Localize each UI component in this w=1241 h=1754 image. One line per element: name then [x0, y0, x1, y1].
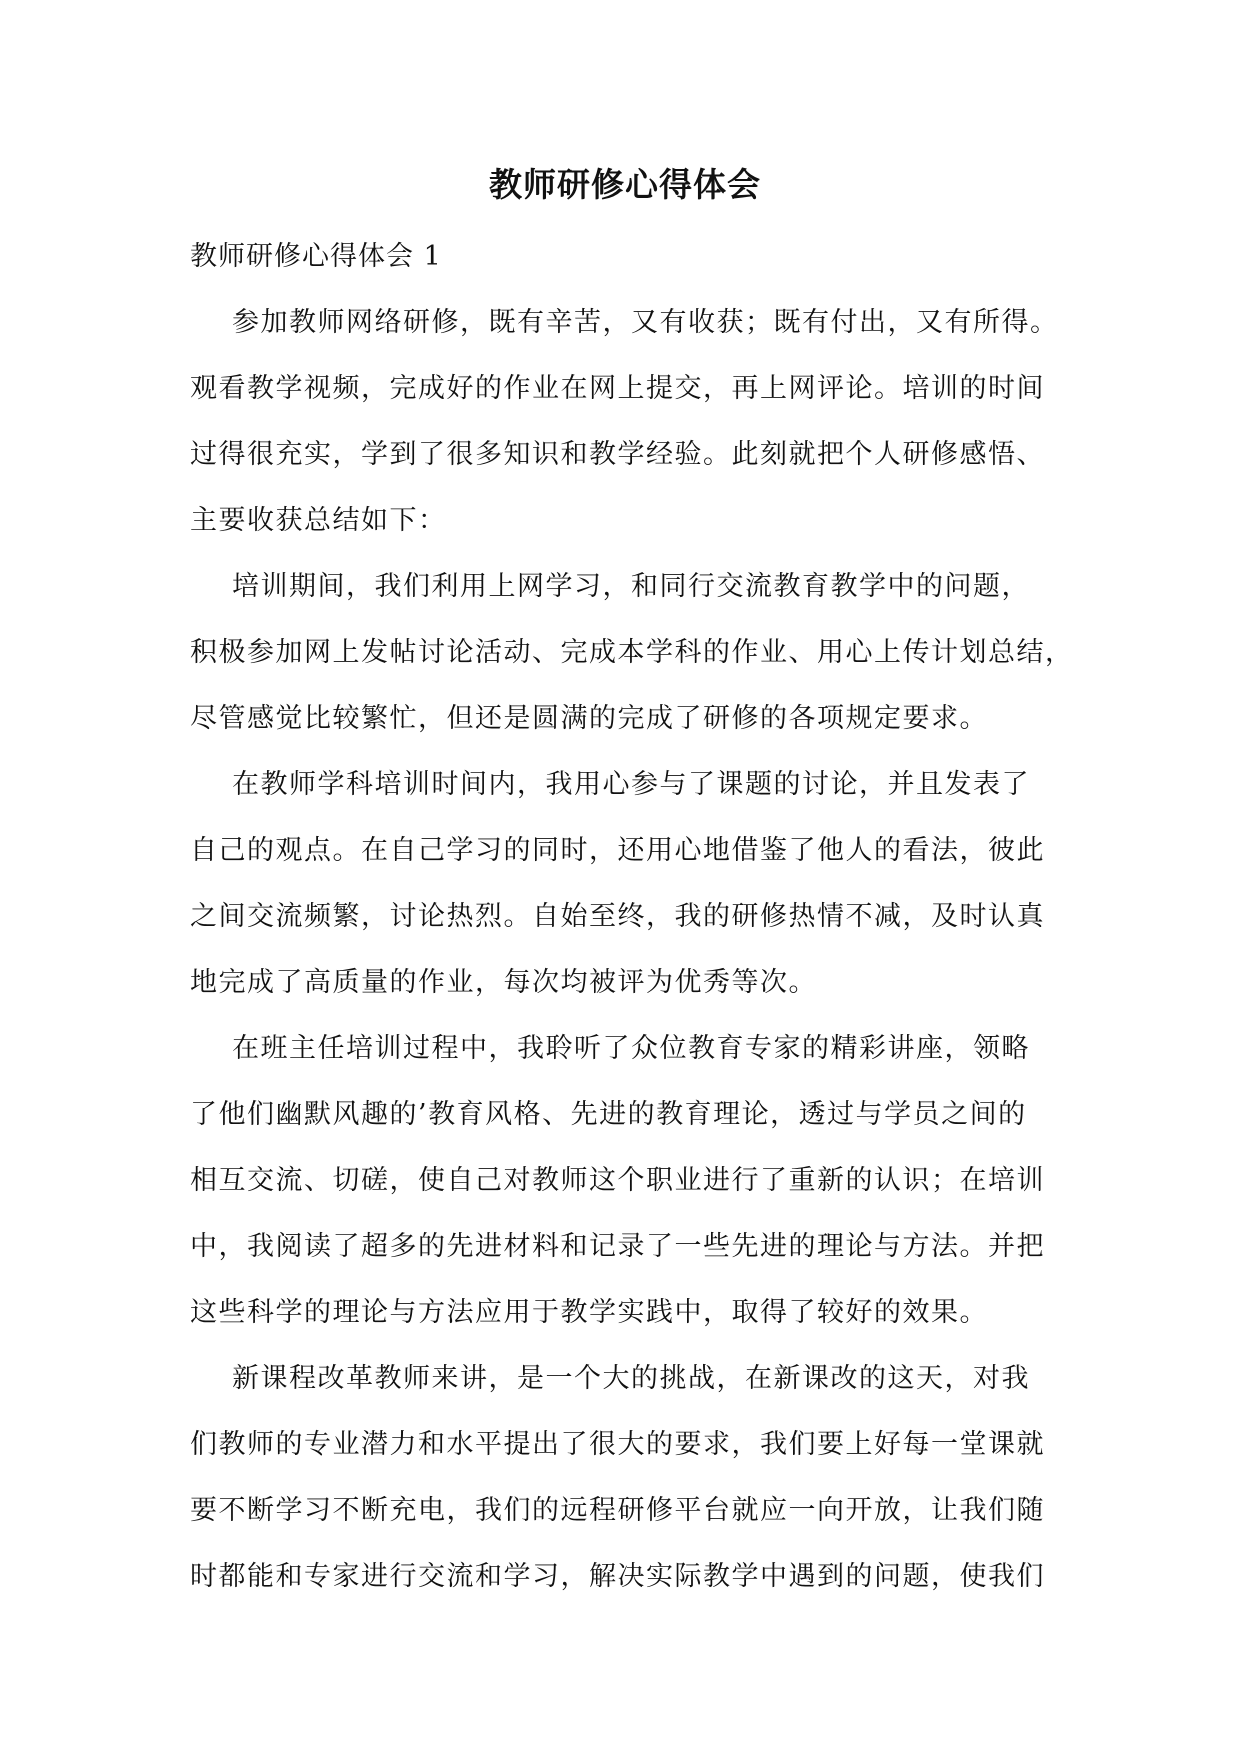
paragraph-line: 们教师的专业潜力和水平提出了很大的要求，我们要上好每一堂课就 [190, 1429, 1045, 1460]
paragraph-line: 之间交流频繁，讨论热烈。自始至终，我的研修热情不减，及时认真 [190, 901, 1045, 932]
paragraph-line: 自己的观点。在自己学习的同时，还用心地借鉴了他人的看法，彼此 [190, 835, 1045, 866]
section-heading: 教师研修心得体会 1 [190, 241, 442, 272]
paragraph-line: 新课程改革教师来讲，是一个大的挑战，在新课改的这天，对我 [232, 1363, 1030, 1394]
paragraph-line: 地完成了高质量的作业，每次均被评为优秀等次。 [190, 967, 817, 998]
paragraph-line: 要不断学习不断充电，我们的远程研修平台就应一向开放，让我们随 [190, 1495, 1045, 1526]
paragraph-line: 培训期间，我们利用上网学习，和同行交流教育教学中的问题， [232, 571, 1030, 602]
paragraph-line: 这些科学的理论与方法应用于教学实践中，取得了较好的效果。 [190, 1297, 988, 1328]
paragraph-4 [190, 1016, 1060, 1346]
paragraph-line: 积极参加网上发帖讨论活动、完成本学科的作业、用心上传计划总结， [190, 637, 1074, 668]
paragraph-line: 主要收获总结如下： [190, 505, 447, 536]
paragraph-1 [190, 290, 1060, 554]
document-page [190, 0, 1074, 1610]
document-title: 教师研修心得体会 [489, 165, 761, 204]
paragraph-line: 在教师学科培训时间内，我用心参与了课题的讨论，并且发表了 [232, 769, 1030, 800]
paragraph-line: 参加教师网络研修，既有辛苦，又有收获；既有付出，又有所得。 [232, 307, 1059, 338]
paragraph-line: 时都能和专家进行交流和学习，解决实际教学中遇到的问题，使我们 [190, 1561, 1045, 1592]
paragraph-line: 尽管感觉比较繁忙，但还是圆满的完成了研修的各项规定要求。 [190, 703, 988, 734]
paragraph-line: 中，我阅读了超多的先进材料和记录了一些先进的理论与方法。并把 [190, 1231, 1045, 1262]
paragraph-line: 观看教学视频，完成好的作业在网上提交，再上网评论。培训的时间 [190, 373, 1045, 404]
paragraph-line: 相互交流、切磋，使自己对教师这个职业进行了重新的认识；在培训 [190, 1165, 1045, 1196]
paragraph-line: 了他们幽默风趣的’教育风格、先进的教育理论，透过与学员之间的 [190, 1099, 1027, 1130]
paragraph-line: 过得很充实，学到了很多知识和教学经验。此刻就把个人研修感悟、 [190, 439, 1045, 470]
paragraph-line: 在班主任培训过程中，我聆听了众位教育专家的精彩讲座，领略 [232, 1033, 1030, 1064]
paragraph-5 [190, 1346, 1060, 1610]
paragraph-3 [190, 752, 1060, 1016]
paragraph-2 [190, 554, 1074, 752]
